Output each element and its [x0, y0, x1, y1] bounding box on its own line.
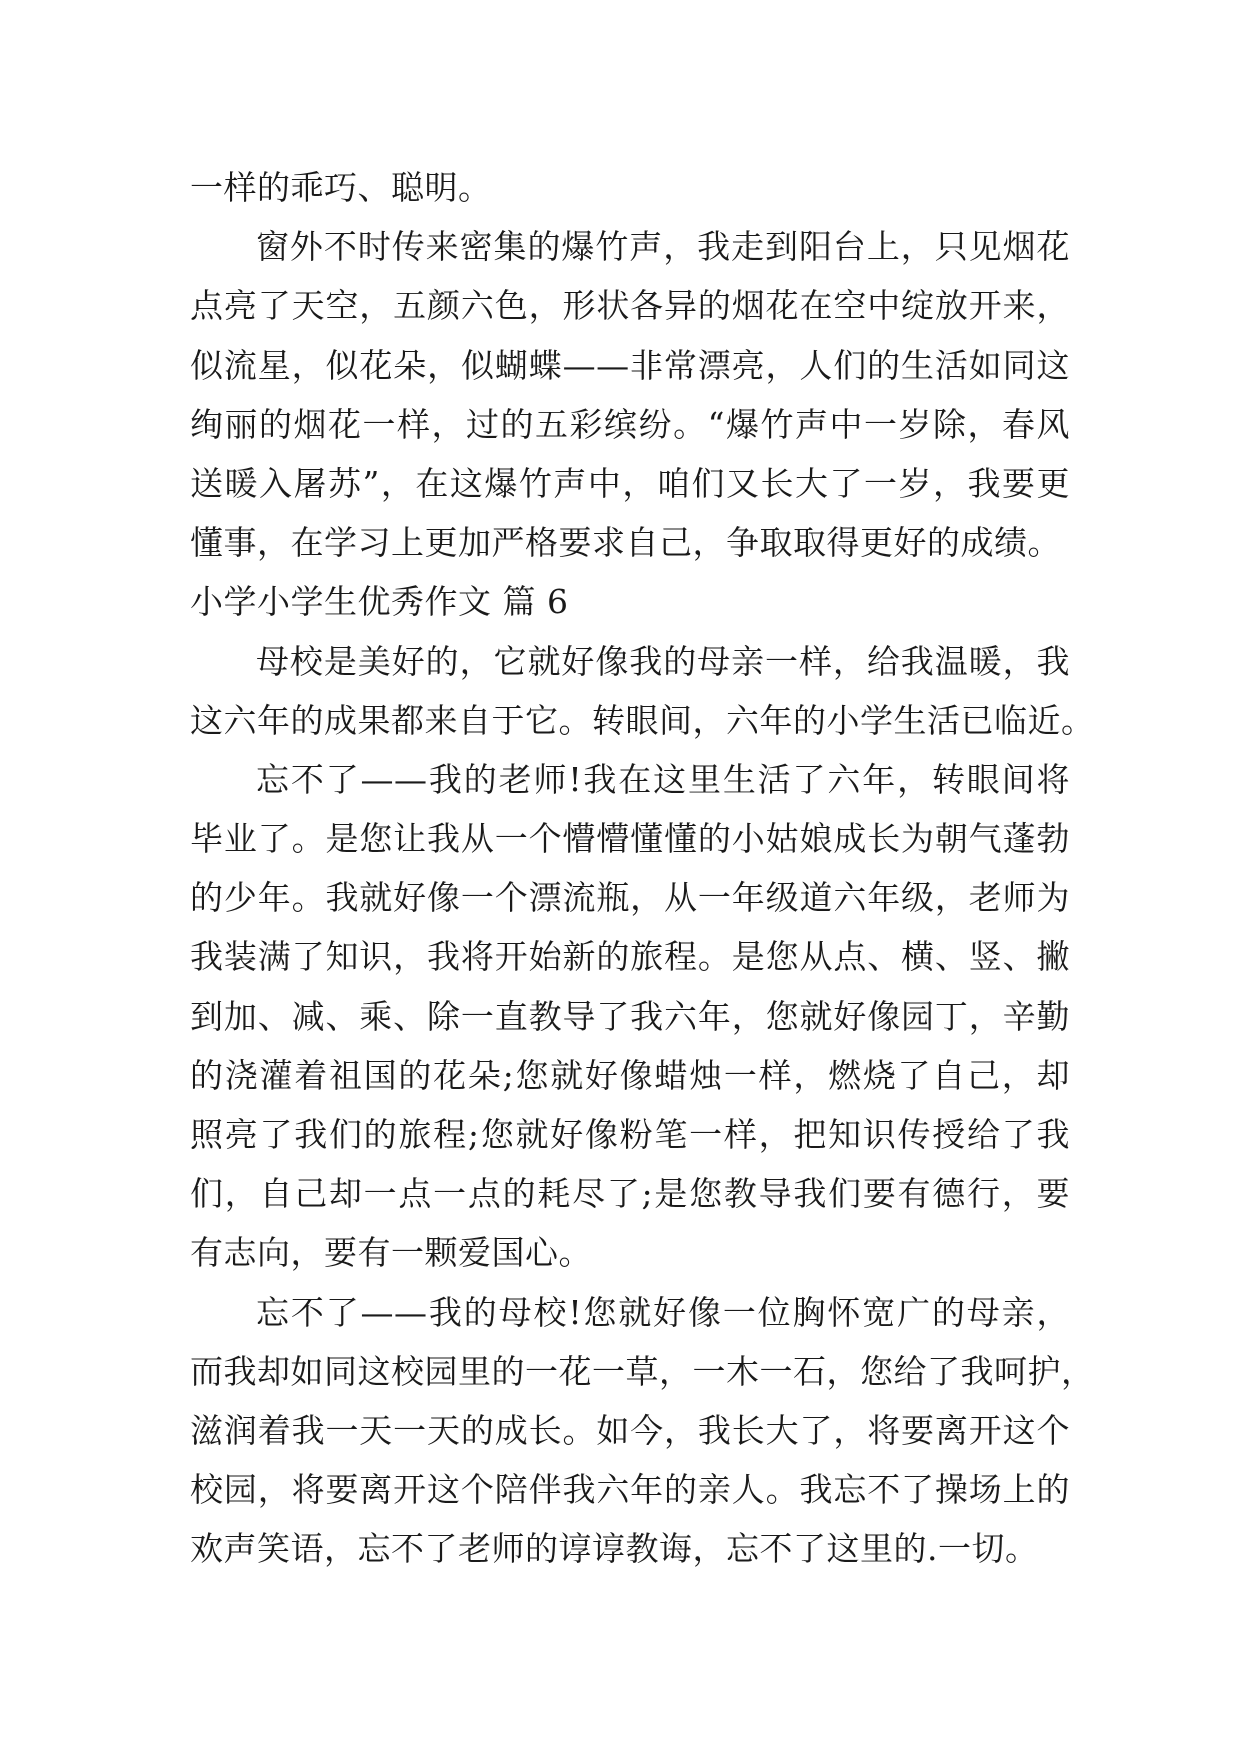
- text-line: 的浇灌着祖国的花朵;您就好像蜡烛一样，燃烧了自己，却: [190, 1055, 1070, 1095]
- text-line: 的少年。我就好像一个漂流瓶，从一年级道六年级，老师为: [190, 878, 1070, 918]
- text-line: 一样的乖巧、聪明。: [190, 168, 492, 207]
- text-line: 照亮了我们的旅程;您就好像粉笔一样，把知识传授给了我: [190, 1115, 1070, 1154]
- text-line: 们，自己却一点一点的耗尽了;是您教导我们要有德行，要: [190, 1174, 1070, 1214]
- text-line: 毕业了。是您让我从一个懵懵懂懂的小姑娘成长为朝气蓬勃: [190, 819, 1070, 859]
- text-line: 有志向，要有一颗爱国心。: [190, 1233, 592, 1273]
- text-line: 忘不了——我的母校!您就好像一位胸怀宽广的母亲，: [256, 1292, 1070, 1332]
- text-line: 而我却如同这校园里的一花一草，一木一石，您给了我呵护，: [190, 1351, 1095, 1391]
- text-line: 懂事，在学习上更加严格要求自己，争取取得更好的成绩。: [190, 523, 1061, 563]
- text-line: 校园，将要离开这个陪伴我六年的亲人。我忘不了操场上的: [190, 1470, 1070, 1510]
- text-line: 点亮了天空，五颜六色，形状各异的烟花在空中绽放开来，: [190, 286, 1070, 326]
- text-line: 绚丽的烟花一样，过的五彩缤纷。“爆竹声中一岁除，春风: [190, 404, 1070, 444]
- text-line: 滋润着我一天一天的成长。如今，我长大了，将要离开这个: [190, 1410, 1070, 1450]
- text-line: 到加、减、乘、除一直教导了我六年，您就好像园丁，辛勤: [190, 996, 1070, 1036]
- text-line: 送暖入屠苏”，在这爆竹声中，咱们又长大了一岁，我要更: [190, 463, 1070, 503]
- document-body: [190, 158, 1095, 1579]
- paragraph: [190, 1283, 1095, 1579]
- paragraph: [190, 158, 1070, 217]
- paragraph: [190, 632, 1095, 750]
- section-heading: [190, 572, 1070, 631]
- text-line: 母校是美好的，它就好像我的母亲一样，给我温暖，我: [256, 641, 1070, 681]
- heading-text: 小学小学生优秀作文 篇 6: [190, 582, 569, 622]
- text-line: 欢声笑语，忘不了老师的谆谆教诲，忘不了这里的.一切。: [190, 1529, 1039, 1569]
- paragraph: [190, 217, 1070, 572]
- paragraph: [190, 750, 1070, 1283]
- text-line: 我装满了知识，我将开始新的旅程。是您从点、横、竖、撇: [190, 937, 1070, 977]
- text-line: 忘不了——我的老师!我在这里生活了六年，转眼间将: [256, 759, 1070, 799]
- text-line: 窗外不时传来密集的爆竹声，我走到阳台上，只见烟花: [256, 227, 1070, 267]
- text-line: 这六年的成果都来自于它。转眼间，六年的小学生活已临近。: [190, 700, 1095, 740]
- text-line: 似流星，似花朵，似蝴蝶——非常漂亮，人们的生活如同这: [190, 345, 1070, 385]
